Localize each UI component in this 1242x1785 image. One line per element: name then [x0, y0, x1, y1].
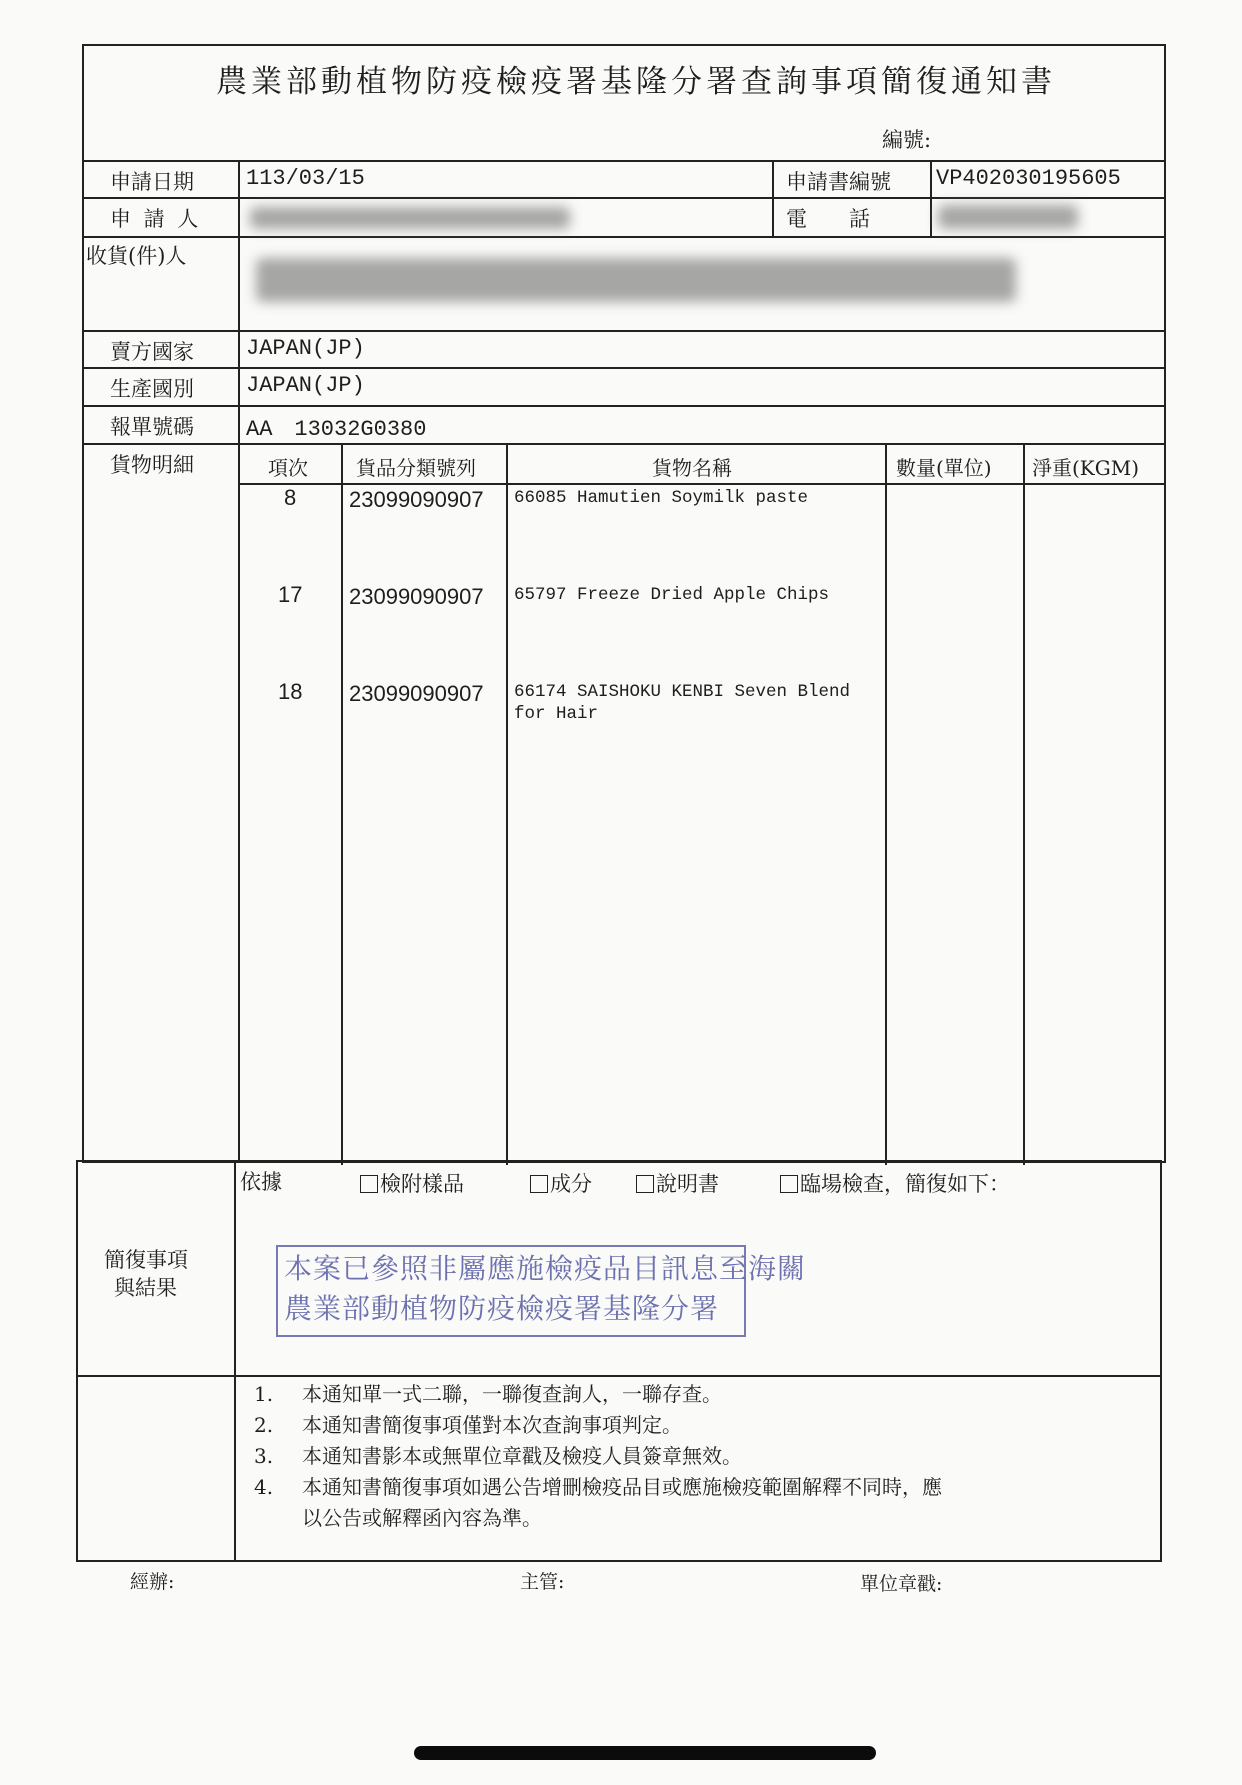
seller-country-label: 賣方國家 — [110, 340, 194, 364]
goods-hs-code: 23099090907 — [349, 584, 484, 609]
goods-hs-code: 23099090907 — [349, 487, 484, 512]
checkbox-manual: 說明書 — [636, 1168, 719, 1198]
goods-header-weight: 淨重(KGM) — [1032, 456, 1140, 480]
apply-date-label: 申請日期 — [110, 170, 194, 194]
declaration-number-value: AA 13032G0380 — [246, 417, 427, 442]
handler-label: 經辦: — [130, 1571, 175, 1593]
checkbox-icon — [780, 1175, 798, 1193]
goods-item-number: 18 — [278, 679, 303, 704]
origin-country-value: JAPAN(JP) — [246, 373, 365, 398]
goods-header-name: 貨物名稱 — [652, 456, 732, 480]
goods-item-number: 8 — [284, 485, 297, 510]
list-item: 2. 本通知書簡復事項僅對本次查詢事項判定。 — [254, 1413, 682, 1437]
checkbox-icon — [530, 1175, 548, 1193]
official-stamp: 本案已參照非屬應施檢疫品目訊息至海關 農業部動植物防疫檢疫署基隆分署 — [276, 1245, 746, 1337]
goods-name: 65797 Freeze Dried Apple Chips — [514, 585, 830, 605]
goods-header-code: 貨品分類號列 — [356, 456, 476, 480]
frame-left-lower — [76, 1160, 78, 1562]
goods-header-item: 項次 — [268, 456, 308, 480]
reply-section-label-1: 簡復事項 — [104, 1248, 188, 1272]
goods-item-number: 17 — [278, 582, 303, 607]
phone-redacted — [938, 205, 1078, 229]
goods-header-quantity: 數量(單位) — [896, 456, 992, 480]
list-item: 以公告或解釋函內容為準。 — [302, 1506, 542, 1530]
consignee-redacted — [256, 258, 1016, 302]
seller-country-value: JAPAN(JP) — [246, 336, 365, 361]
checkbox-onsite-inspection: 臨場檢查，簡復如下： — [780, 1168, 1010, 1198]
origin-country-label: 生產國別 — [110, 377, 194, 401]
list-item: 1. 本通知單一式二聯，一聯復查詢人，一聯存查。 — [254, 1382, 722, 1406]
checkbox-sample: 檢附樣品 — [360, 1168, 464, 1198]
phone-label: 電 話 — [786, 207, 870, 231]
list-item: 3. 本通知書影本或無單位章戳及檢疫人員簽章無效。 — [254, 1444, 742, 1468]
form-title: 農業部動植物防疫檢疫署基隆分署查詢事項簡復通知書 — [216, 64, 1056, 100]
applicant-redacted — [250, 207, 570, 229]
applicant-label: 申 請 人 — [110, 207, 202, 231]
list-item: 4. 本通知書簡復事項如遇公告增刪檢疫品目或應施檢疫範圍解釋不同時，應 — [254, 1475, 942, 1499]
serial-number-label: 編號: — [882, 128, 932, 152]
supervisor-label: 主管: — [520, 1571, 565, 1593]
goods-details-label: 貨物明細 — [110, 453, 194, 477]
goods-hs-code: 23099090907 — [349, 681, 484, 706]
form-number-label: 申請書編號 — [786, 170, 891, 194]
goods-name: 66085 Hamutien Soymilk paste — [514, 488, 809, 508]
reply-section-label-2: 與結果 — [114, 1276, 177, 1300]
home-indicator[interactable] — [414, 1746, 876, 1760]
declaration-number-label: 報單號碼 — [110, 415, 194, 439]
checkbox-ingredients: 成分 — [530, 1168, 592, 1198]
goods-name: 66174 SAISHOKU KENBI Seven Blend for Hair — [514, 682, 851, 724]
form-number-value: VP402030195605 — [936, 166, 1121, 191]
frame-right-lower — [1160, 1160, 1162, 1562]
consignee-label: 收貨(件)人 — [86, 244, 187, 268]
unit-seal-label: 單位章戳: — [860, 1573, 943, 1595]
apply-date-value: 113/03/15 — [246, 166, 365, 191]
basis-label: 依據 — [240, 1170, 282, 1194]
frame-bottom — [76, 1560, 1162, 1562]
checkbox-icon — [360, 1175, 378, 1193]
checkbox-icon — [636, 1175, 654, 1193]
